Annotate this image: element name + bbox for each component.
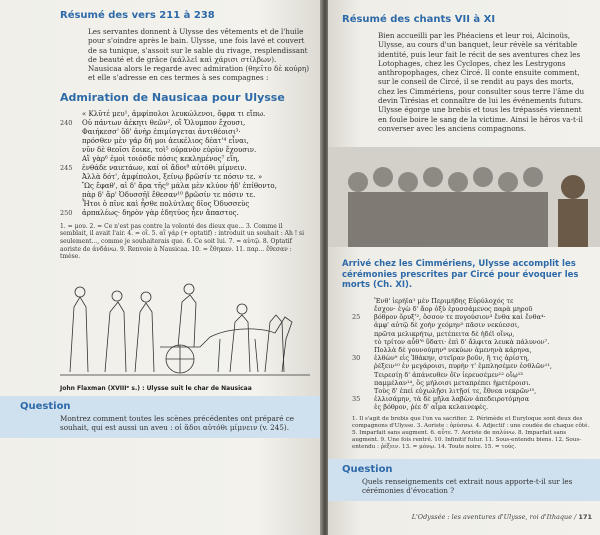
line-number bbox=[60, 173, 82, 182]
greek-text-right bbox=[352, 297, 592, 412]
line-number: 30 bbox=[352, 354, 361, 363]
question-text-right: Quels renseignements cet extrait nous apporte-t-il sur les cérémonies d'évocation ? bbox=[362, 476, 573, 495]
greek-line bbox=[352, 387, 592, 395]
question-text: Montrez comment toutes les scènes précédentes ont préparé ce souhait, qui est aussi un aveu : οἱ ἅδοι αὐτόθι μίμνειν (v. 245). bbox=[60, 413, 295, 432]
greek-line bbox=[60, 128, 312, 137]
flaxman-illustration bbox=[60, 267, 310, 379]
line-number bbox=[352, 387, 374, 395]
question-box-right bbox=[328, 459, 600, 501]
line-number: 240 bbox=[60, 118, 73, 127]
line-text: Τειρεσίῃ δ' ἀπάνευθεν ὄϊν ἱερευσέμεν¹² οἴῳ¹³ bbox=[374, 370, 523, 379]
line-text: πρῶτα μελικρήτῳ, μετέπειτα δὲ ἡδέϊ οἴνῳ, bbox=[374, 329, 515, 338]
line-number bbox=[60, 155, 82, 164]
line-text: Πολλὰ δὲ γουνούμην⁸ νεκύων ἀμενηνὰ κάρηνα, bbox=[374, 345, 532, 354]
line-text: ἐνθάδε ναιετάων, καί οἱ ἅδοι⁸ αὐτόθι μίμνειν. bbox=[82, 163, 247, 172]
line-text: ἐλλισάμην, τὰ δὲ μῆλα λαβὼν ἀπεδειροτόμησα bbox=[374, 395, 530, 404]
section-title: Admiration de Nausicaa pour Ulysse bbox=[60, 90, 285, 104]
greek-line bbox=[352, 362, 592, 370]
page-footer: L'Odyssée : les aventures d'Ulysse, roi d'Ithaque / 171 bbox=[411, 512, 592, 521]
greek-line bbox=[60, 200, 312, 209]
right-page bbox=[328, 0, 600, 535]
line-text: « Κλῦτέ μευ¹, ἀμφίπολοι λευκώλενοι, ὄφρα τι εἴπω. bbox=[82, 109, 266, 118]
line-text: Τοὺς δ' ἐπεὶ εὐχωλῇσι λιτῇσί τε, ἔθνεα νεκρῶν¹⁵, bbox=[374, 387, 537, 395]
line-text: νῦν δὲ θεοῖσι ἔοικε, τοὶ⁵ οὐρανὸν εὐρὺν ἔχουσιν. bbox=[82, 145, 257, 154]
greek-line bbox=[60, 137, 312, 146]
line-text: ἁρπαλέως· δηρὸν γὰρ ἐδητύος ἦεν ἄπαστος. bbox=[82, 208, 239, 217]
line-number bbox=[60, 200, 82, 209]
footnotes: 1. = μου. 2. = Ce n'est pas contre la volonté des dieux que... 3. Comme il semblait, il avait l'air. 4. = οἳ. 5. αἲ γάρ (+ optatif) : introduit un souhait : Ah ! si seulement..., comme je souhaiterais que. 6. Ce soit lui. 7. = αὐτῷ. 8. Optatif aoriste de ἁνδάνω. 9. Renvoie à Nausicaa. 10. = ἔθηκαν. 11. παρ... ἔθεσαν : tmèse. bbox=[60, 222, 305, 261]
footnotes-right: 1. Il s'agit de brebis que l'on va sacrifier. 2. Périmède et Euryloque sont deux des compagnons d'Ulysse. 3. Aoriste : ὀρύσσω. 4. Adjectif : une coudée de chaque côté. 5. Imparfait sans augment. 6. αὖτε. 7. Aoriste de παλύνω. 8. Imparfait sans augment. 9. Une fois rentré. 10. Infinitif futur. 11. Sous-entendu biens. 12. Sous-entendu : ῥέξειν. 13. = μόνῳ. 14. Toute noire. 15. = τούς. bbox=[352, 415, 590, 450]
resume-text: Les servantes donnent à Ulysse des vêtements et de l'huile pour s'oindre après le bain. Ulysse, une fois lavé et couvert de sa tunique, s'assoit sur le sable du rivage, resplendissant de beauté et de grâce (κάλλεϊ καὶ χάρισι στίλβων). Nausicaa alors le regarde avec admiration (θηεῖτο δὲ κούρη) et elle s'adresse en ces termes à ses compagnes : bbox=[88, 27, 309, 83]
greek-line bbox=[60, 173, 312, 182]
line-text: ἀμφ' αὐτῷ δὲ χοὴν χεόμην⁵ πᾶσιν νεκύεσσι, bbox=[374, 321, 520, 330]
line-number bbox=[60, 191, 82, 200]
line-number bbox=[352, 379, 374, 387]
line-number: 25 bbox=[352, 313, 361, 322]
resume-title-right: Résumé des chants VII à XI bbox=[342, 14, 496, 25]
line-text: Ἀλλὰ δότ', ἀμφίπολοι, ξείνῳ βρῶσίν τε πόσιν τε. » bbox=[82, 172, 263, 181]
line-text: πρόσθεν μὲν γάρ δή μοι ἀεικέλιος δέατ'⁴ εἶναι, bbox=[82, 136, 249, 145]
line-number bbox=[352, 305, 374, 313]
line-text: Φαιήκεσσ' ὅδ' ἀνὴρ ἐπιμίσγεται ἀντιθέοισι³· bbox=[82, 127, 241, 136]
line-number bbox=[352, 346, 374, 354]
greek-line bbox=[352, 403, 592, 411]
question-heading-right: Question bbox=[342, 463, 393, 475]
line-number bbox=[60, 110, 82, 119]
line-number bbox=[60, 137, 82, 146]
cimmerians-illustration bbox=[328, 147, 600, 247]
footer-text: L'Odyssée : les aventures d'Ulysse, roi d'Ithaque bbox=[411, 512, 573, 521]
page-number: 171 bbox=[578, 512, 592, 521]
line-text: ἔσχον· ἐγὼ δ' ἄορ ὀξὺ ἐρυσσάμενος παρὰ μηροῦ bbox=[374, 304, 533, 313]
greek-line bbox=[60, 146, 312, 155]
line-text: ἐλθὼν⁹ εἰς Ἰθάκην, στεῖραν βοῦν, ἥ τις ἀρίστη, bbox=[374, 354, 530, 363]
question-box bbox=[0, 396, 322, 438]
greek-line bbox=[352, 305, 592, 313]
line-text: τὸ τρίτον αὖθ'⁶ ὕδατι· ἐπὶ δ' ἄλφιτα λευκὰ πάλυνον⁷. bbox=[374, 337, 550, 346]
greek-line bbox=[352, 346, 592, 354]
line-text: βόθρον ὄρυξ'², ὅσσον τε πυγούσιον³ ἔνθα καὶ ἔνθα⁴· bbox=[374, 313, 546, 322]
greek-line bbox=[352, 379, 592, 387]
line-text: Ἦτοι ὁ πῖνε καὶ ἦσθε πολύτλας δῖος Ὀδυσσεὺς bbox=[82, 199, 250, 208]
line-text: ἐς βόθρον, ῥέε δ' αἷμα κελαινεφές. bbox=[374, 403, 489, 412]
greek-line bbox=[60, 119, 312, 128]
section-title-right: Arrivé chez les Cimmériens, Ulysse accomplit les cérémonies prescrites par Circé pour évoquer les morts (Ch. XI). bbox=[342, 259, 579, 291]
line-number bbox=[60, 128, 82, 137]
greek-line bbox=[352, 297, 592, 305]
line-number bbox=[60, 146, 82, 155]
line-number bbox=[352, 362, 374, 370]
line-number bbox=[352, 297, 374, 305]
greek-line bbox=[60, 182, 312, 191]
resume-text-right: Bien accueilli par les Phéaciens et leur roi, Alcinoüs, Ulysse, au cours d'un banquet, leur révèle sa véritable identité, puis leur fait le récit de ses aventures chez les Lotophages, chez les Cyclopes, chez les Lestrygons anthropophages, chez Circé. Il conte ensuite comment, sur le conseil de Circé, il se rendit au pays des morts, chez les Cimmériens, pour consulter sous terre l'âme du devin Tirésias et connaître de lui les événements futurs. Ulysse égorge une brebis et tous les trépassés viennent en foule boire le sang de la victime. Ainsi le héros va-t-il converser avec les anciens compagnons. bbox=[378, 31, 585, 133]
resume-title: Résumé des vers 211 à 238 bbox=[60, 10, 215, 21]
greek-line bbox=[60, 209, 312, 218]
line-number bbox=[352, 321, 374, 329]
greek-line bbox=[60, 164, 312, 173]
greek-text bbox=[60, 110, 312, 218]
line-text: Οὐ πάντων ἀέκητι θεῶν², οἳ Ὄλυμπον ἔχουσι, bbox=[82, 118, 246, 127]
line-number: 35 bbox=[352, 395, 361, 404]
greek-line bbox=[352, 330, 592, 338]
line-text: Ὣς ἔφαθ', αἱ δ' ἄρα τῆς⁹ μάλα μὲν κλύον ἠδ' ἐπίθοντο, bbox=[82, 181, 277, 190]
line-number bbox=[352, 338, 374, 346]
question-heading: Question bbox=[20, 400, 71, 412]
line-number bbox=[352, 371, 374, 379]
line-number bbox=[352, 403, 374, 411]
line-text: παμμέλαν¹⁴, ὃς μήλοισι μεταπρέπει ἡμετέροισι. bbox=[374, 378, 531, 387]
illustration-caption: John Flaxman (XVIIIᵉ s.) : Ulysse suit le char de Nausicaa bbox=[60, 384, 252, 392]
line-number bbox=[352, 330, 374, 338]
line-number bbox=[60, 182, 82, 191]
greek-line bbox=[352, 321, 592, 329]
line-number: 245 bbox=[60, 163, 73, 172]
greek-line bbox=[60, 155, 312, 164]
greek-line bbox=[352, 338, 592, 346]
line-text: Ἔνθ' ἱερήϊα¹ μὲν Περιμήδης Εὐρύλοχός τε bbox=[374, 296, 514, 305]
line-text: ῥέξειν¹⁰ ἐν μεγάροισι, πυρήν τ' ἐμπλησέμεν ἐσθλῶν¹¹, bbox=[374, 362, 552, 371]
greek-line bbox=[60, 110, 312, 119]
greek-line bbox=[352, 371, 592, 379]
line-text: πὰρ δ' ἄρ' Ὀδυσσῆϊ ἔθεσαν¹⁰ βρῶσίν τε πόσιν τε. bbox=[82, 190, 256, 199]
line-number: 250 bbox=[60, 208, 73, 217]
line-text: Αἲ γὰρ⁶ ἐμοὶ τοιόσδε πόσις κεκλημένος⁷ εἴη, bbox=[82, 154, 240, 163]
greek-line bbox=[60, 191, 312, 200]
